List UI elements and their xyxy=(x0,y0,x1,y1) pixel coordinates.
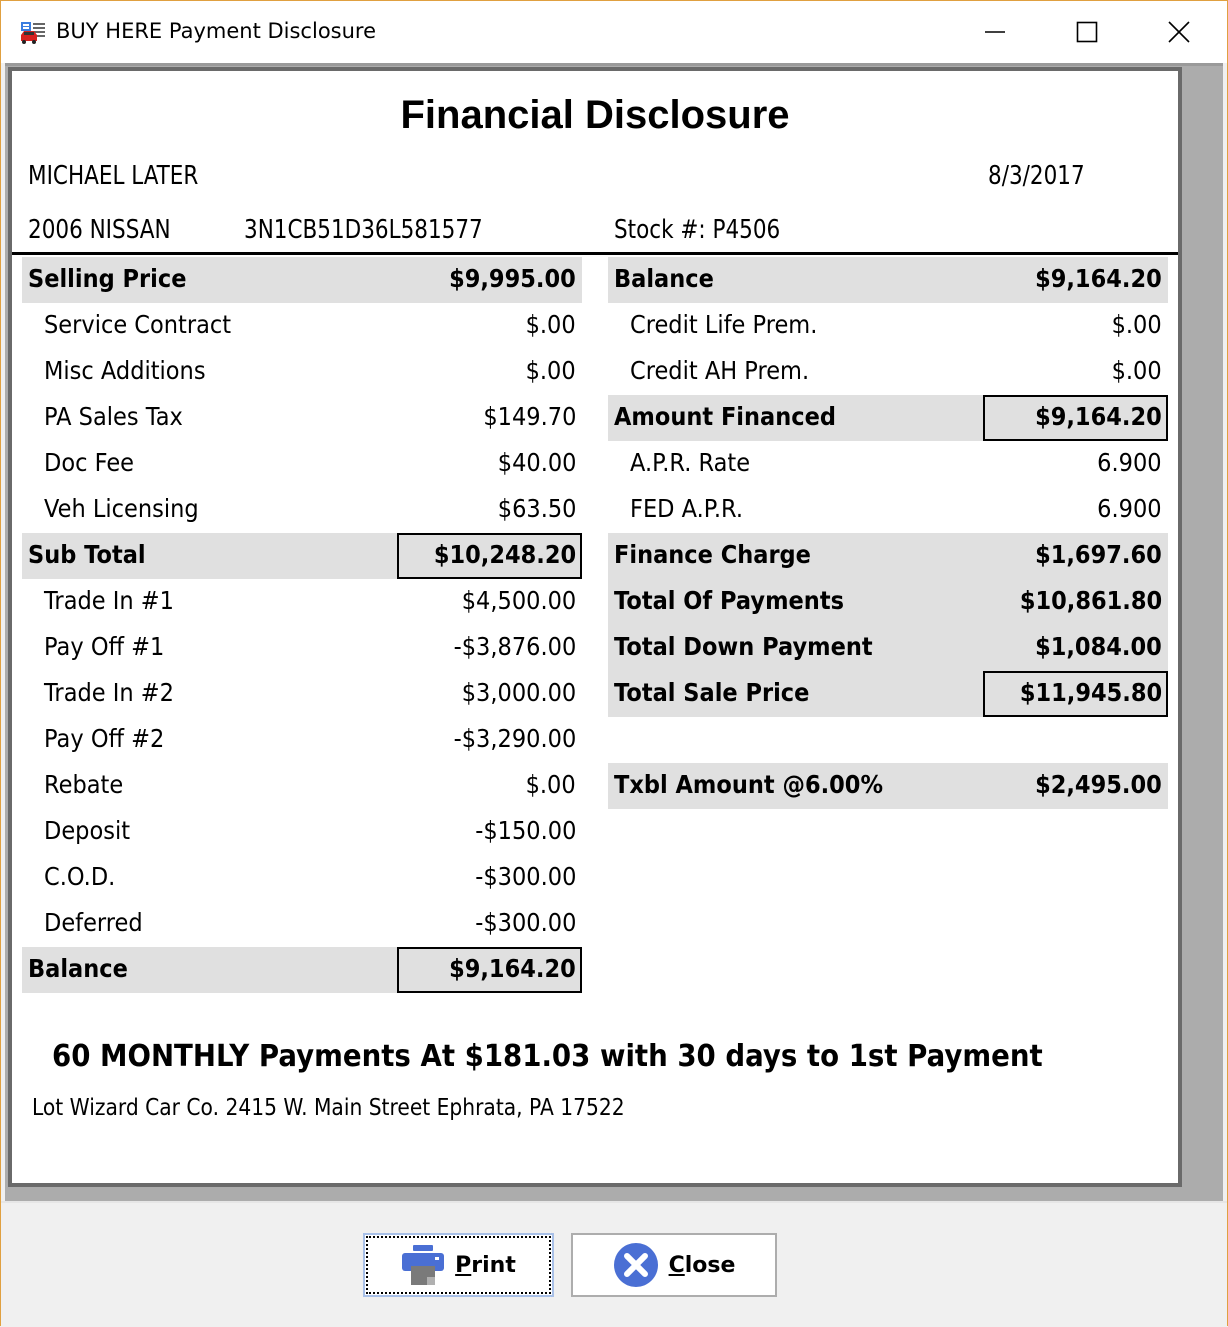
row-value: $11,945.80 xyxy=(1019,678,1162,707)
row-label: Veh Licensing xyxy=(44,494,199,523)
printer-icon xyxy=(401,1244,445,1286)
row-value: -$3,876.00 xyxy=(453,632,576,661)
row-label: Trade In #1 xyxy=(44,586,174,615)
row-label: Pay Off #1 xyxy=(44,632,165,661)
row-pay-off-2 xyxy=(22,717,582,763)
row-label: Service Contract xyxy=(44,310,232,339)
row-pay-off-1 xyxy=(22,625,582,671)
row-value: $149.70 xyxy=(482,402,576,431)
payment-terms: 60 MONTHLY Payments At $181.03 with 30 days to 1st Payment xyxy=(52,1039,1043,1074)
row-value: $3,000.00 xyxy=(461,678,576,707)
row-sub-total xyxy=(22,533,582,579)
minimize-icon xyxy=(984,21,1006,43)
title-bar[interactable] xyxy=(1,1,1227,63)
row-label: Deposit xyxy=(44,816,131,845)
row-amount-financed xyxy=(608,395,1168,441)
row-label: Selling Price xyxy=(28,264,187,293)
row-value: $63.50 xyxy=(497,494,576,523)
row-value: $9,164.20 xyxy=(449,954,576,983)
row-value: -$300.00 xyxy=(474,908,576,937)
row-label: Credit AH Prem. xyxy=(630,356,810,385)
row-value: $40.00 xyxy=(497,448,576,477)
row-label: Total Down Payment xyxy=(614,632,873,661)
row-value: $9,995.00 xyxy=(449,264,576,293)
disclosure-panel xyxy=(8,67,1182,1187)
close-window-button[interactable] xyxy=(1133,1,1225,63)
row-value: $10,248.20 xyxy=(433,540,576,569)
row-credit-ah xyxy=(608,349,1168,395)
row-label: Credit Life Prem. xyxy=(630,310,818,339)
minimize-button[interactable] xyxy=(949,1,1041,63)
row-value: -$300.00 xyxy=(474,862,576,891)
row-veh-licensing xyxy=(22,487,582,533)
row-label: Txbl Amount @6.00% xyxy=(614,770,884,799)
row-label: PA Sales Tax xyxy=(44,402,183,431)
row-value: $.00 xyxy=(525,770,576,799)
row-sales-tax xyxy=(22,395,582,441)
close-circle-icon xyxy=(613,1242,659,1288)
row-label: Finance Charge xyxy=(614,540,811,569)
row-label: Total Of Payments xyxy=(614,586,844,615)
app-car-icon xyxy=(19,21,49,45)
stock-number: Stock #: P4506 xyxy=(614,215,781,245)
maximize-icon xyxy=(1076,21,1098,43)
maximize-button[interactable] xyxy=(1041,1,1133,63)
row-label: Misc Additions xyxy=(44,356,206,385)
row-value: $.00 xyxy=(1111,356,1162,385)
row-value: $1,084.00 xyxy=(1035,632,1162,661)
row-label: Total Sale Price xyxy=(614,678,810,707)
print-button[interactable] xyxy=(363,1233,554,1297)
close-label: Close xyxy=(668,1252,736,1278)
row-value: $4,500.00 xyxy=(461,586,576,615)
disclosure-date: 8/3/2017 xyxy=(988,161,1085,191)
dealer-address: Lot Wizard Car Co. 2415 W. Main Street Ephrata, PA 17522 xyxy=(32,1095,625,1121)
row-label: Pay Off #2 xyxy=(44,724,165,753)
vehicle-vin: 3N1CB51D36L581577 xyxy=(244,215,483,245)
row-finance-charge xyxy=(608,533,1168,579)
row-label: A.P.R. Rate xyxy=(630,448,751,477)
row-value: $9,164.20 xyxy=(1035,264,1162,293)
report-heading: Financial Disclosure xyxy=(400,93,790,137)
row-label: FED A.P.R. xyxy=(630,494,743,523)
row-trade-in-1 xyxy=(22,579,582,625)
row-value: $2,495.00 xyxy=(1035,770,1162,799)
row-fed-apr xyxy=(608,487,1168,533)
row-deposit xyxy=(22,809,582,855)
vehicle-description: 2006 NISSAN xyxy=(28,215,171,245)
row-label: Doc Fee xyxy=(44,448,135,477)
row-balance-right xyxy=(608,257,1168,303)
header-divider xyxy=(12,252,1178,255)
print-label: Print xyxy=(455,1252,516,1278)
row-apr-rate xyxy=(608,441,1168,487)
row-value: $9,164.20 xyxy=(1035,402,1162,431)
row-label: Trade In #2 xyxy=(44,678,174,707)
button-bar xyxy=(1,1201,1227,1327)
row-value: -$3,290.00 xyxy=(453,724,576,753)
row-taxable-amount xyxy=(608,763,1168,809)
row-value: 6.900 xyxy=(1097,494,1162,523)
row-value: $1,697.60 xyxy=(1035,540,1162,569)
row-label: Balance xyxy=(28,954,128,983)
report-frame xyxy=(5,63,1223,1201)
row-label: C.O.D. xyxy=(44,862,116,891)
row-total-sale-price xyxy=(608,671,1168,717)
row-value: $.00 xyxy=(525,356,576,385)
close-icon xyxy=(1168,21,1190,43)
row-selling-price xyxy=(22,257,582,303)
row-value: $.00 xyxy=(1111,310,1162,339)
row-rebate xyxy=(22,763,582,809)
row-balance-left xyxy=(22,947,582,993)
row-cod xyxy=(22,855,582,901)
row-total-of-payments xyxy=(608,579,1168,625)
row-label: Amount Financed xyxy=(614,402,836,431)
row-misc-additions xyxy=(22,349,582,395)
window-title: BUY HERE Payment Disclosure xyxy=(56,19,377,43)
row-label: Sub Total xyxy=(28,540,146,569)
row-service-contract xyxy=(22,303,582,349)
row-value: $10,861.80 xyxy=(1019,586,1162,615)
row-value: -$150.00 xyxy=(474,816,576,845)
row-value: $.00 xyxy=(525,310,576,339)
row-deferred xyxy=(22,901,582,947)
row-trade-in-2 xyxy=(22,671,582,717)
row-value: 6.900 xyxy=(1097,448,1162,477)
customer-name: MICHAEL LATER xyxy=(28,161,199,191)
row-label: Deferred xyxy=(44,908,143,937)
row-credit-life xyxy=(608,303,1168,349)
row-label: Rebate xyxy=(44,770,124,799)
row-total-down-payment xyxy=(608,625,1168,671)
close-button[interactable] xyxy=(571,1233,777,1297)
row-doc-fee xyxy=(22,441,582,487)
row-label: Balance xyxy=(614,264,714,293)
